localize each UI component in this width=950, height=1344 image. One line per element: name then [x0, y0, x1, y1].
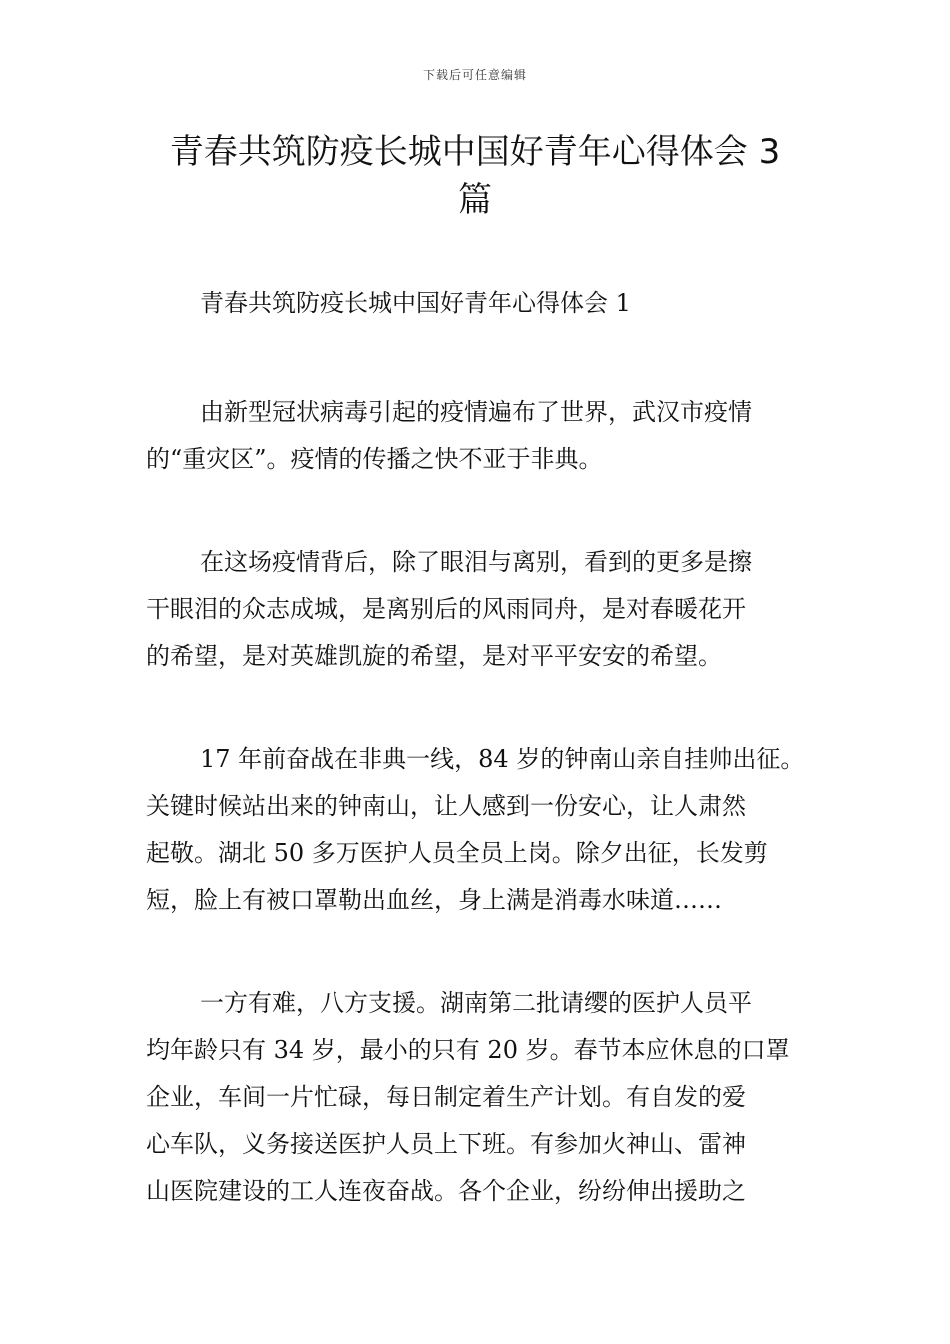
text-line: 由新型冠状病毒引起的疫情遍布了世界，武汉市疫情 [200, 398, 752, 426]
text-line: 短，脸上有被口罩勒出血丝，身上满是消毒水味道…… [146, 886, 722, 914]
paragraph-4 [146, 980, 816, 1215]
text-line: 一方有难，八方支援。湖南第二批请缨的医护人员平 [200, 989, 752, 1017]
text-line: 心车队，义务接送医护人员上下班。有参加火神山、雷神 [146, 1130, 746, 1158]
document-body [146, 280, 816, 1271]
title-line-1: 青春共筑防疫长城中国好青年心得体会 3 [169, 132, 781, 172]
document-title [100, 128, 850, 224]
text-line: 关键时候站出来的钟南山，让人感到一份安心，让人肃然 [146, 792, 746, 820]
header-note: 下载后可任意编辑 [422, 68, 527, 82]
text-line: 起敬。湖北 50 多万医护人员全员上岗。除夕出征，长发剪 [146, 839, 768, 867]
text-line: 企业，车间一片忙碌，每日制定着生产计划。有自发的爱 [146, 1083, 746, 1111]
text-line: 均年龄只有 34 岁，最小的只有 20 岁。春节本应休息的口罩 [146, 1036, 790, 1064]
text-line: 在这场疫情背后，除了眼泪与离别，看到的更多是擦 [200, 548, 752, 576]
title-line-2: 篇 [458, 180, 492, 220]
paragraph-1 [146, 389, 816, 483]
section-subheading: 青春共筑防疫长城中国好青年心得体会 1 [200, 289, 631, 317]
text-line: 17 年前奋战在非典一线，84 岁的钟南山亲自挂帅出征。 [200, 745, 805, 773]
paragraph-2 [146, 539, 816, 680]
text-line: 的“重灾区”。疫情的传播之快不亚于非典。 [146, 445, 603, 473]
paragraph-3 [146, 736, 816, 924]
text-line: 山医院建设的工人连夜奋战。各个企业，纷纷伸出援助之 [146, 1177, 746, 1205]
text-line: 干眼泪的众志成城，是离别后的风雨同舟，是对春暖花开 [146, 595, 746, 623]
text-line: 的希望，是对英雄凯旋的希望，是对平平安安的希望。 [146, 642, 722, 670]
